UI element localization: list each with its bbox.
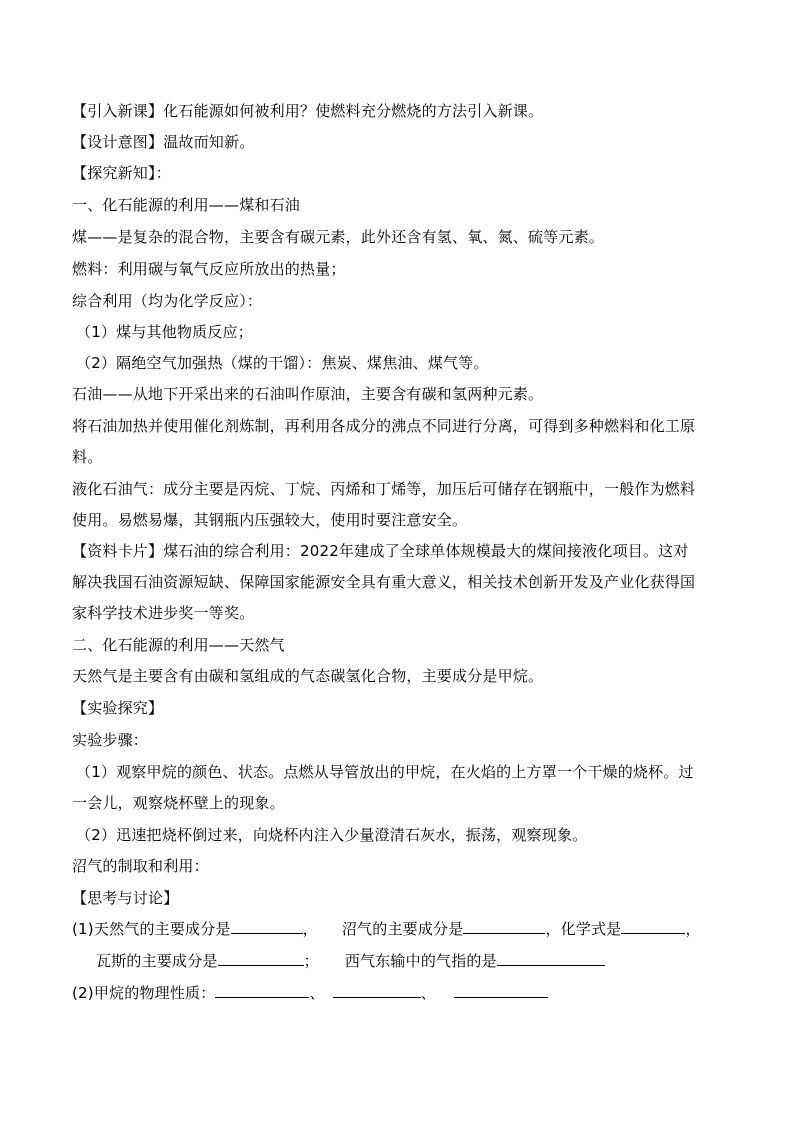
answer-blank-gas[interactable] <box>218 951 304 966</box>
answer-blank-property-3[interactable] <box>454 983 548 998</box>
coal-use-item-1: （1）煤与其他物质反应； <box>76 323 253 341</box>
lpg-line-2: 使用。易燃易爆，其钢瓶内压强较大，使用时要注意安全。 <box>72 511 468 529</box>
experiment-heading: 【实验探究】 <box>72 699 164 717</box>
question-1-separator: ， <box>302 920 318 938</box>
question-1-natural-gas-label: (1)天然气的主要成分是 <box>72 920 231 938</box>
natural-gas-definition: 天然气是主要含有由碳和氢组成的气态碳氢化合物，主要成分是甲烷。 <box>72 667 544 685</box>
question-1-line-1 <box>72 919 732 939</box>
question-2-separator-1: 、 <box>309 984 325 1002</box>
question-1-formula-label: ，化学式是 <box>545 920 622 938</box>
comprehensive-use: 综合利用（均为化学反应）： <box>72 292 263 310</box>
answer-blank-biogas[interactable] <box>463 919 545 934</box>
answer-blank-natural-gas[interactable] <box>231 919 303 934</box>
fuel-usage: 燃料：利用碳与氧气反应所放出的热量； <box>72 260 346 278</box>
answer-blank-formula[interactable] <box>621 919 685 934</box>
explore-new-knowledge-heading: 【探究新知】： <box>72 164 171 182</box>
lpg-line-1: 液化石油气：成分主要是丙烷、丁烷、丙烯和丁烯等，加压后可储存在钢瓶中，一般作为燃料 <box>72 480 696 498</box>
answer-blank-west-east-gas[interactable] <box>497 951 605 966</box>
design-intent: 【设计意图】温故而知新。 <box>72 133 255 151</box>
experiment-step-1-line-1: （1）观察甲烷的颜色、状态。点燃从导管放出的甲烷，在火焰的上方罩一个干燥的烧杯。过 <box>76 763 694 781</box>
info-card-line-3: 家科学技术进步奖一等奖。 <box>72 604 255 622</box>
question-1-biogas-label: 沼气的主要成分是 <box>341 920 464 938</box>
answer-blank-property-1[interactable] <box>215 983 309 998</box>
petroleum-refining-line-1: 将石油加热并使用催化剂炼制，再利用各成分的沸点不同进行分离，可得到多种燃料和化工原 <box>72 417 696 435</box>
petroleum-refining-line-2: 料。 <box>72 448 103 466</box>
answer-blank-property-2[interactable] <box>333 983 421 998</box>
petroleum-definition: 石油——从地下开采出来的石油叫作原油，主要含有碳和氢两种元素。 <box>72 385 544 403</box>
coal-use-item-2: （2）隔绝空气加强热（煤的干馏）：焦炭、煤焦油、煤气等。 <box>76 354 489 372</box>
info-card-line-2: 解决我国石油资源短缺、保障国家能源安全具有重大意义，相关技术创新开发及产业化获得国 <box>72 573 696 591</box>
experiment-step-2: （2）迅速把烧杯倒过来，向烧杯内注入少量澄清石灰水，振荡，观察现象。 <box>76 826 588 844</box>
question-1-semicolon: ； <box>303 952 319 970</box>
question-2-label: (2)甲烷的物理性质： <box>72 984 216 1002</box>
experiment-steps-label: 实验步骤： <box>72 731 149 749</box>
intro-new-lesson: 【引入新课】化石能源如何被利用？使燃料充分燃烧的方法引入新课。 <box>72 102 544 120</box>
biogas-production: 沼气的制取和利用： <box>72 857 209 875</box>
section-two-heading: 二、化石能源的利用——天然气 <box>72 636 285 654</box>
question-2-line <box>72 983 732 1003</box>
question-2-separator-2: 、 <box>420 984 436 1002</box>
section-one-heading: 一、化石能源的利用——煤和石油 <box>72 196 301 214</box>
question-1-gas-label: 瓦斯的主要成分是 <box>96 952 218 970</box>
experiment-step-1-line-2: 一会儿，观察烧杯壁上的现象。 <box>72 794 285 812</box>
question-1-line-2 <box>96 951 756 971</box>
question-1-west-east-label: 西气东输中的气指的是 <box>344 952 497 970</box>
question-1-end-punct: ， <box>685 920 701 938</box>
discussion-heading: 【思考与讨论】 <box>72 889 179 907</box>
info-card-line-1: 【资料卡片】煤石油的综合利用：2022年建成了全球单体规模最大的煤间接液化项目。这对 <box>72 542 689 560</box>
coal-definition: 煤——是复杂的混合物，主要含有碳元素，此外还含有氢、氧、氮、硫等元素。 <box>72 228 605 246</box>
